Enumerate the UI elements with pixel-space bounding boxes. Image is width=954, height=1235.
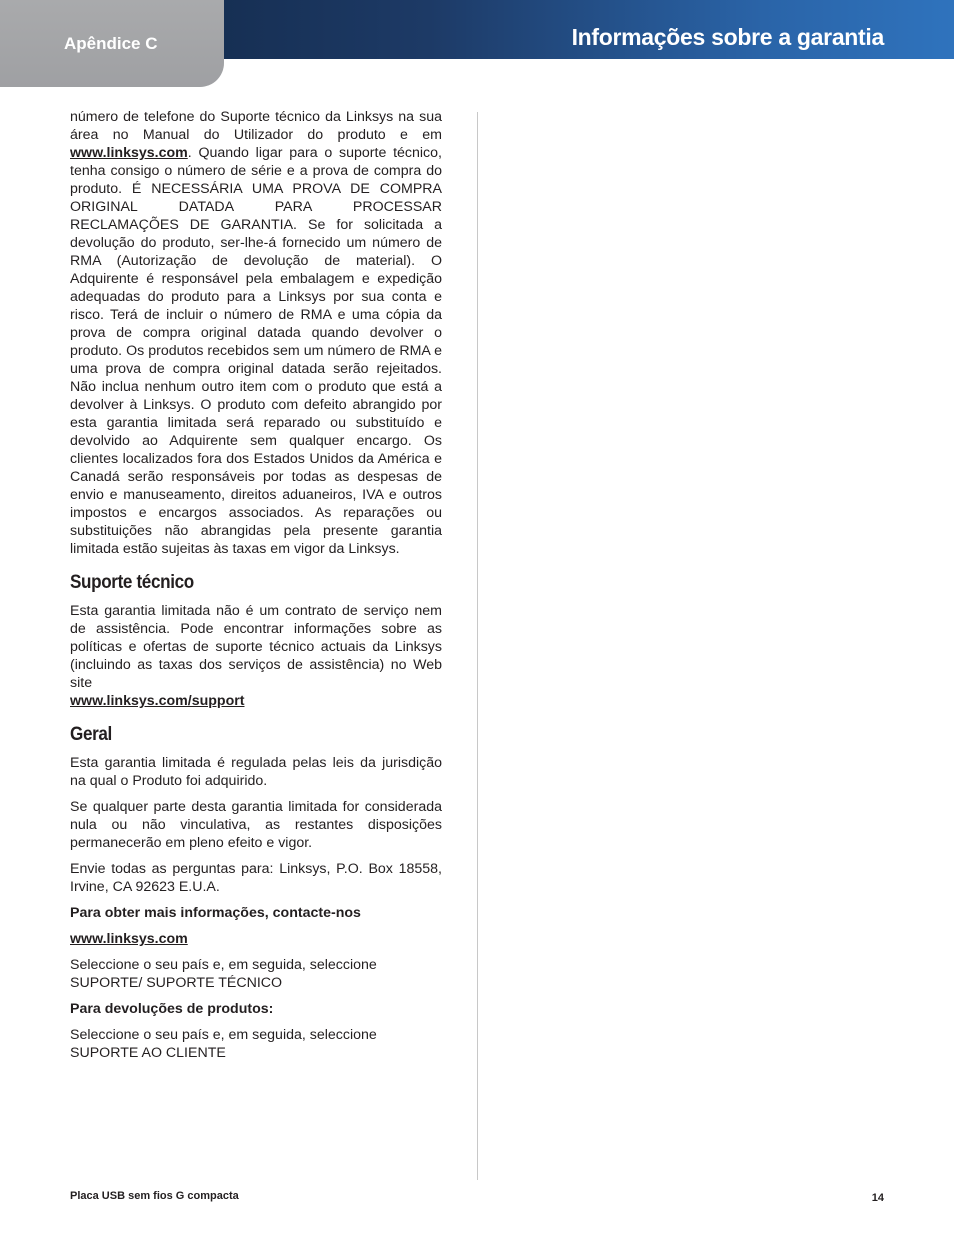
contact-link[interactable]: www.linksys.com [70, 931, 188, 947]
column-divider [477, 112, 478, 1180]
intro-text-1: número de telefone do Suporte técnico da Linksys na sua área no Manual do Utilizador do produto e em [70, 109, 442, 143]
general-paragraph-1: Esta garantia limitada é regulada pelas leis da jurisdição na qual o Produto foi adquirido. [70, 755, 442, 789]
support-text: Esta garantia limitada não é um contrato de serviço nem de assistência. Pode encontrar informações sobre as políticas e ofertas de suporte técnico actuais da Linksys (incluindo as taxas dos serviços de assistência) no Web site [70, 603, 442, 691]
footer-product: Placa USB sem fios G compacta [70, 1190, 239, 1202]
page-title: Informações sobre a garantia [571, 24, 884, 50]
more-info-label: Para obter mais informações, contacte-nos [70, 905, 361, 921]
intro-paragraph [70, 108, 442, 558]
support-paragraph [70, 602, 442, 710]
main-column [70, 108, 442, 1070]
more-info-text: Seleccione o seu país e, em seguida, seleccione SUPORTE/ SUPORTE TÉCNICO [70, 957, 377, 991]
intro-text-2: . Quando ligar para o suporte técnico, tenha consigo o número de série e a prova de compra do produto. É NECESSÁRIA UMA PROVA DE COMPRA ORIGINAL DATADA PARA PROCESSAR RECLAMAÇÕES DE GARANTIA. Se for solicitada a devolução do produto, ser-lhe-á fornecido um número de RMA (Autorização de devolução de material). O Adquirente é responsável pela embalagem e expedição adequadas do produto para a Linksys por sua conta e risco. Terá de incluir o número de RMA e uma cópia da prova de compra original datada quando devolver o produto. Os produtos recebidos sem um número de RMA e uma prova de compra original datada serão rejeitados. Não inclua nenhum outro item com o produto que está a devolver à Linksys. O produto com defeito abrangido por esta garantia limitada será reparado ou substituído e devolvido ao Adquirente sem qualquer encargo. Os clientes localizados fora dos Estados Unidos da América e Canadá serão responsáveis por todas as despesas de envio e manuseamento, direitos aduaneiros, IVA e outros impostos e encargos associados. As reparações ou substituições não abrangidas pela presente garantia limitada estão sujeitas às taxas em vigor da Linksys. [70, 145, 442, 557]
page-number: 14 [871, 1192, 884, 1204]
general-heading: Geral [70, 724, 112, 745]
general-paragraph-3: Envie todas as perguntas para: Linksys, P.O. Box 18558, Irvine, CA 92623 E.U.A. [70, 861, 442, 895]
appendix-label: Apêndice C [64, 34, 158, 53]
support-heading: Suporte técnico [70, 572, 194, 593]
general-paragraph-2: Se qualquer parte desta garantia limitada for considerada nula ou não vinculativa, as restantes disposições permanecerão em pleno efeito e vigor. [70, 799, 442, 851]
returns-text: Seleccione o seu país e, em seguida, seleccione SUPORTE AO CLIENTE [70, 1027, 377, 1061]
linksys-link[interactable]: www.linksys.com [70, 145, 188, 161]
returns-label: Para devoluções de produtos: [70, 1001, 274, 1017]
support-link[interactable]: www.linksys.com/support [70, 693, 245, 709]
